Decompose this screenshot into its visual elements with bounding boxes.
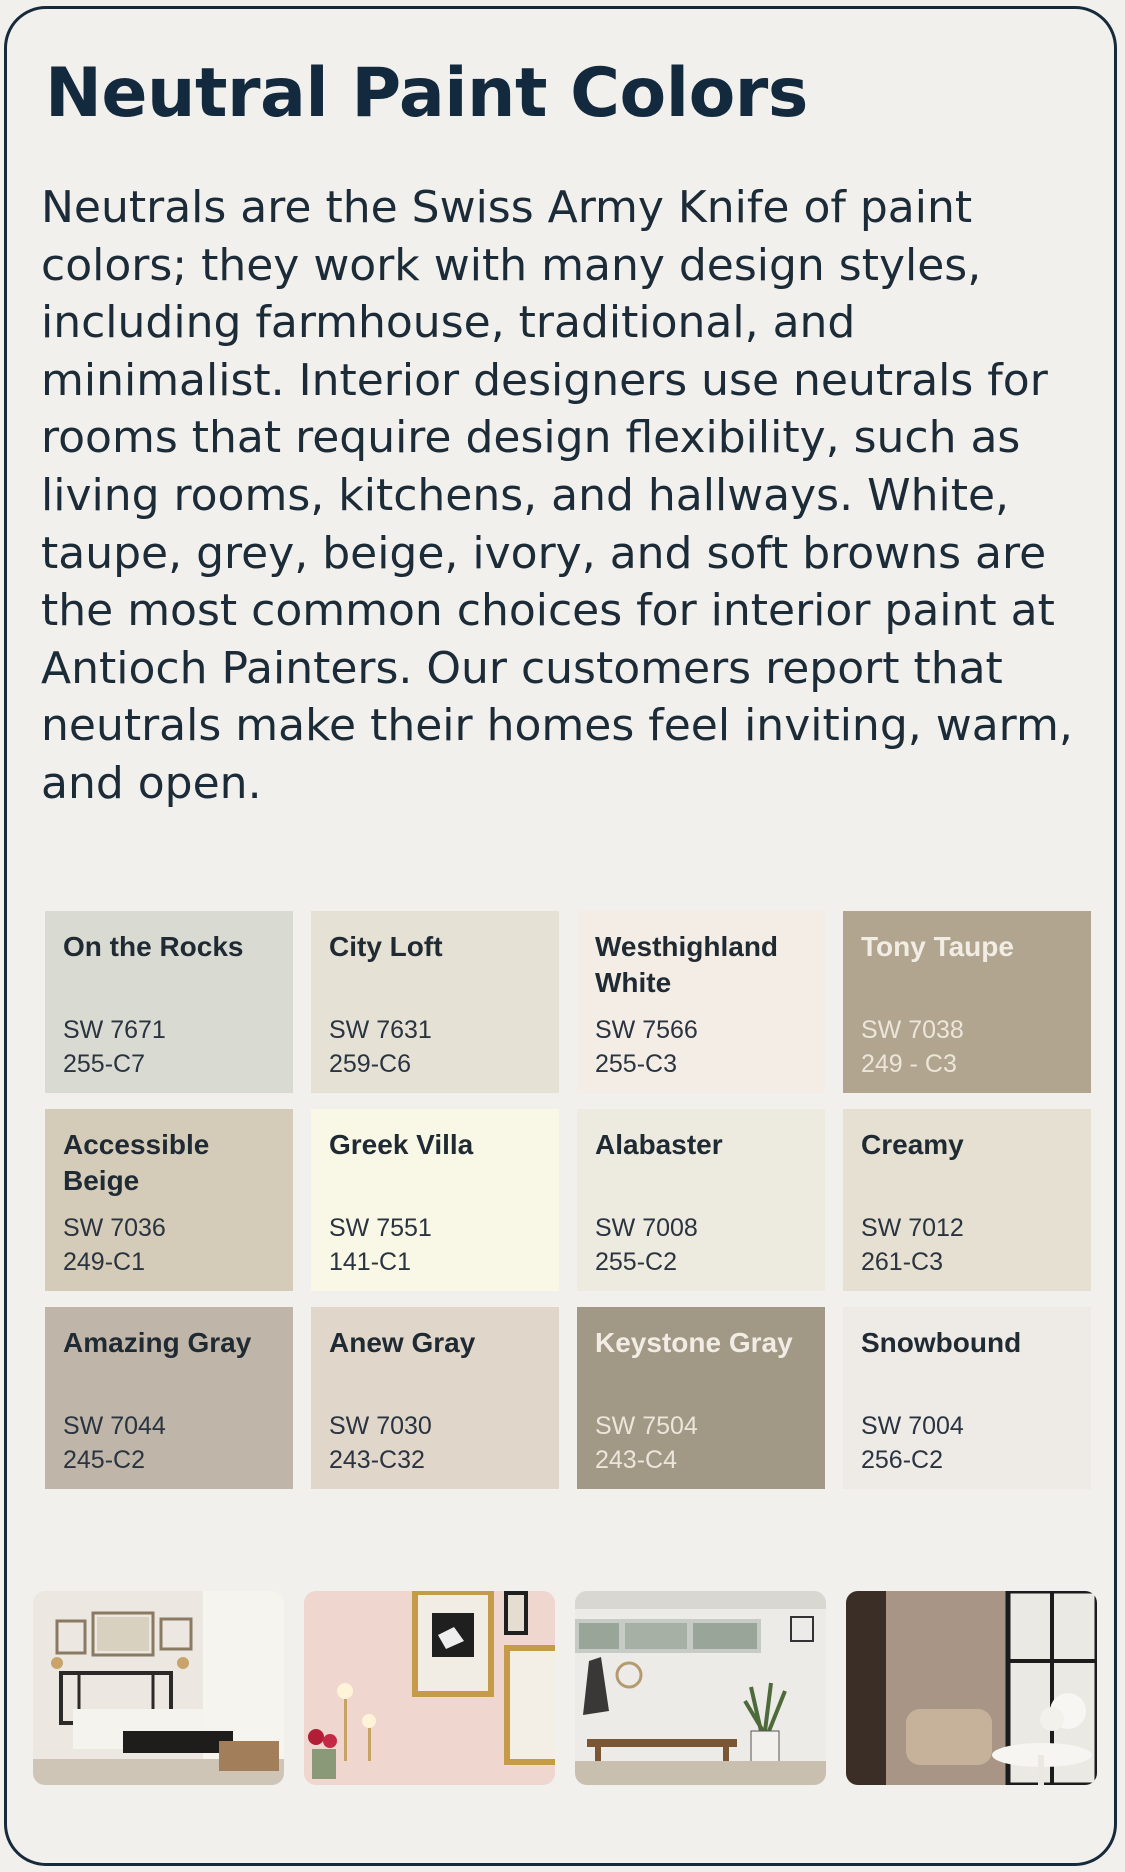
swatch-name: Tony Taupe (861, 931, 1014, 962)
swatch-codes (861, 1013, 964, 1081)
swatch-name: Greek Villa (329, 1129, 474, 1160)
swatch-card (577, 1307, 825, 1489)
swatch-codes (595, 1211, 698, 1279)
swatch-codes (861, 1211, 964, 1279)
swatch-name: Westhighland White (595, 931, 779, 998)
swatch-codes (329, 1409, 432, 1477)
taupe-room-photo (846, 1591, 1097, 1785)
swatch-locator: 245-C2 (63, 1446, 145, 1474)
swatch-codes (329, 1211, 432, 1279)
swatch-codes (63, 1013, 166, 1081)
swatch-codes (861, 1409, 964, 1477)
swatch-sw-number: SW 7004 (861, 1412, 964, 1440)
swatch-codes (595, 1409, 698, 1477)
swatch-grid (45, 911, 1090, 1489)
swatch-sw-number: SW 7012 (861, 1214, 964, 1242)
swatch-card (577, 1109, 825, 1291)
swatch-sw-number: SW 7044 (63, 1412, 166, 1440)
entryway-photo (575, 1591, 826, 1785)
swatch-card (311, 911, 559, 1093)
swatch-sw-number: SW 7566 (595, 1016, 698, 1044)
swatch-sw-number: SW 7036 (63, 1214, 166, 1242)
swatch-codes (329, 1013, 432, 1081)
swatch-name: Anew Gray (329, 1327, 476, 1358)
swatch-card (843, 911, 1091, 1093)
swatch-locator: 261-C3 (861, 1248, 943, 1276)
swatch-locator: 255-C7 (63, 1050, 145, 1078)
swatch-locator: 243-C32 (329, 1446, 425, 1474)
swatch-locator: 141-C1 (329, 1248, 411, 1276)
swatch-locator: 255-C2 (595, 1248, 677, 1276)
swatch-sw-number: SW 7671 (63, 1016, 166, 1044)
swatch-locator: 249 - C3 (861, 1050, 957, 1078)
swatch-name: Accessible Beige (63, 1129, 210, 1196)
swatch-locator: 249-C1 (63, 1248, 145, 1276)
swatch-card (843, 1109, 1091, 1291)
swatch-sw-number: SW 7504 (595, 1412, 698, 1440)
bedroom-photo (33, 1591, 284, 1785)
swatch-sw-number: SW 7038 (861, 1016, 964, 1044)
swatch-locator: 243-C4 (595, 1446, 677, 1474)
pink-wall-photo (304, 1591, 555, 1785)
swatch-card (45, 1109, 293, 1291)
swatch-name: Snowbound (861, 1327, 1022, 1358)
swatch-card (843, 1307, 1091, 1489)
room-photo-strip (33, 1591, 1103, 1785)
swatch-card (45, 1307, 293, 1489)
paint-colors-card (4, 6, 1117, 1866)
page-title: Neutral Paint Colors (45, 54, 808, 133)
swatch-name: Keystone Gray (595, 1327, 793, 1358)
swatch-card (311, 1109, 559, 1291)
swatch-name: City Loft (329, 931, 443, 962)
swatch-codes (63, 1211, 166, 1279)
swatch-codes (595, 1013, 698, 1081)
swatch-codes (63, 1409, 166, 1477)
swatch-card (311, 1307, 559, 1489)
swatch-sw-number: SW 7030 (329, 1412, 432, 1440)
swatch-name: Alabaster (595, 1129, 723, 1160)
swatch-name: Amazing Gray (63, 1327, 252, 1358)
swatch-sw-number: SW 7631 (329, 1016, 432, 1044)
intro-paragraph: Neutrals are the Swiss Army Knife of paint colors; they work with many design styles, including farmhouse, traditional, and minimalist. Interior designers use neutrals for rooms that require design flexibility, such as living rooms, kitchens, and hallways. White, taupe, grey, beige, ivory, and soft browns are the most common choices for interior paint at Antioch Painters. Our customers report that neutrals make their homes feel inviting, warm, and open. (41, 182, 1073, 809)
swatch-name: On the Rocks (63, 931, 244, 962)
swatch-sw-number: SW 7008 (595, 1214, 698, 1242)
swatch-name: Creamy (861, 1129, 964, 1160)
swatch-sw-number: SW 7551 (329, 1214, 432, 1242)
swatch-locator: 255-C3 (595, 1050, 677, 1078)
swatch-locator: 256-C2 (861, 1446, 943, 1474)
swatch-card (577, 911, 825, 1093)
swatch-card (45, 911, 293, 1093)
swatch-locator: 259-C6 (329, 1050, 411, 1078)
